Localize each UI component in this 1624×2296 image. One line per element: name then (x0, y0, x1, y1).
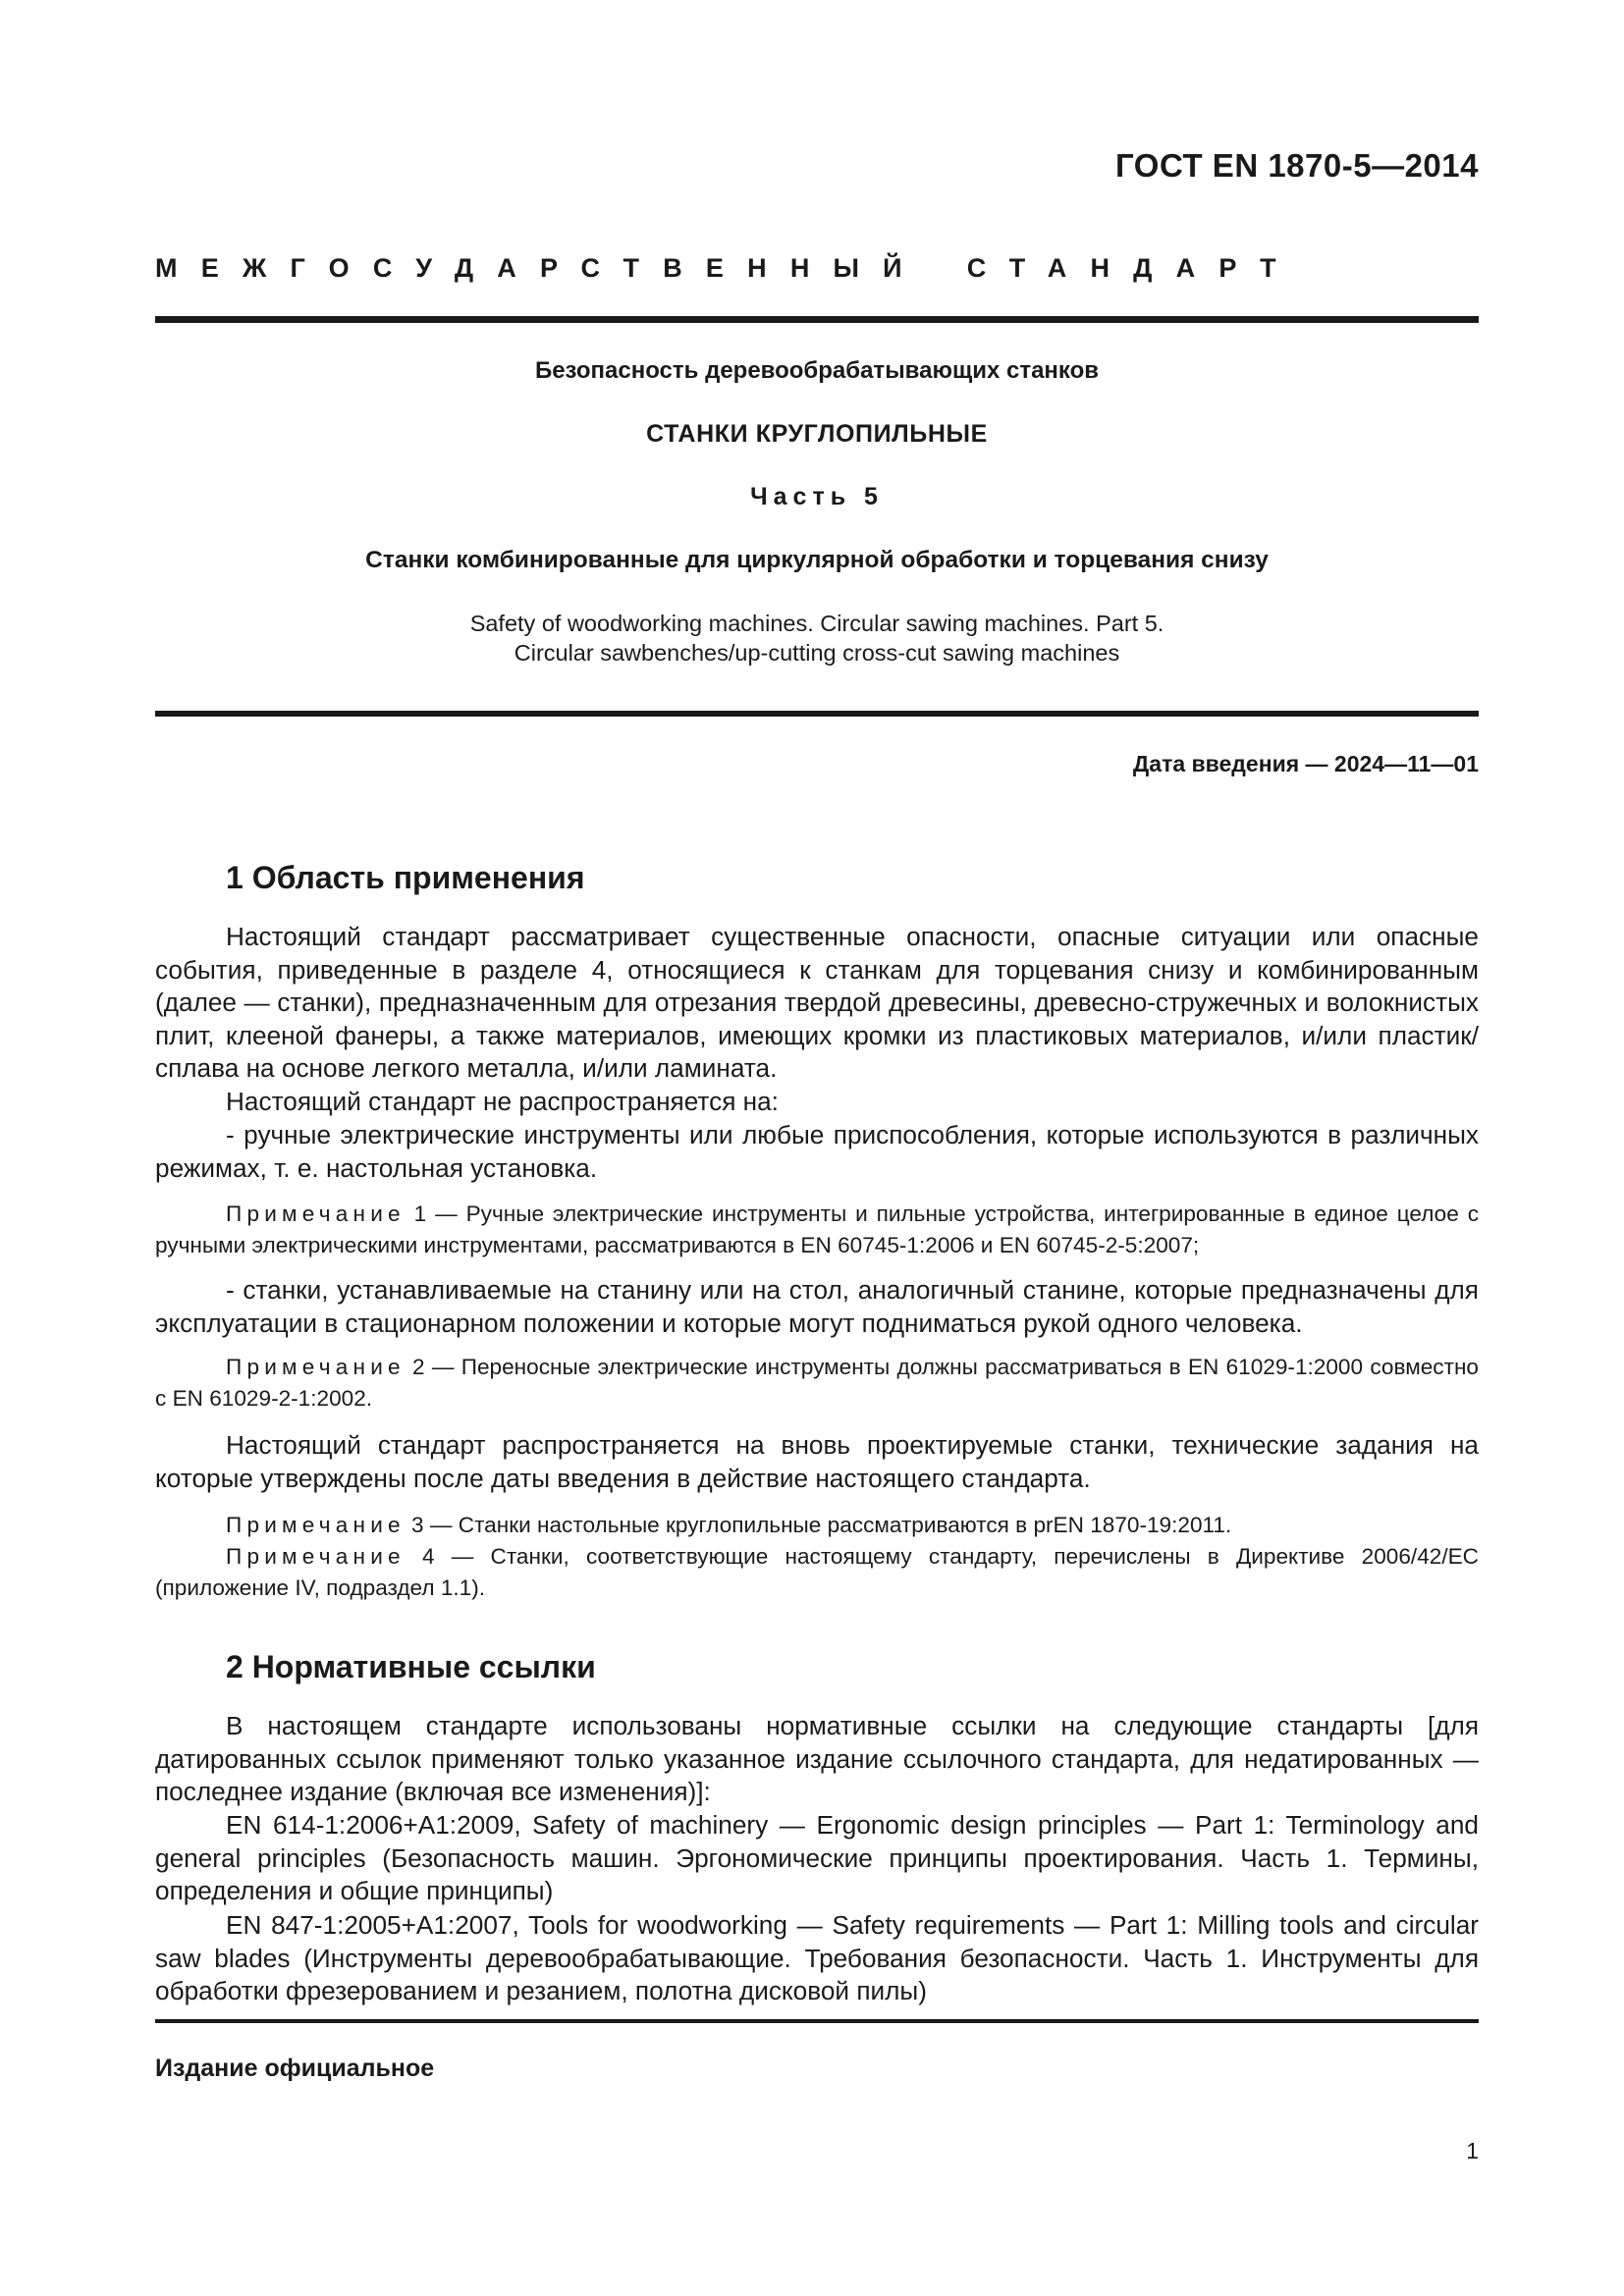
official-edition-label: Издание официальное (155, 2055, 435, 2082)
section-1-heading: 1 Область применения (226, 860, 585, 895)
section-1-list-item-1: - ручные электрические инструменты или любые приспособления, которые используются в различных режимах, т. е. настольная установка. (155, 1120, 1479, 1183)
note-4 (155, 1541, 1479, 1604)
introduction-date: Дата введения — 2024—11—01 (1132, 751, 1479, 776)
section-1-list-item-2: - станки, устанавливаемые на станину или на стол, аналогичный станине, которые предназначены для эксплуатации в стационарном положении и которые могут подниматься рукой одного человека. (155, 1275, 1479, 1338)
note-3-text: 3 — Станки настольные круглопильные рассматриваются в prEN 1870-19:2011. (405, 1513, 1232, 1537)
note-2 (155, 1352, 1479, 1415)
title-line-subtitle: Станки комбинированные для циркулярной обработки и торцевания снизу (365, 547, 1269, 573)
section-2-heading: 2 Нормативные ссылки (226, 1649, 596, 1684)
note-1-label: Примечание (226, 1201, 406, 1226)
section-1-paragraph-2: Настоящий стандарт не распространяется на: (226, 1087, 779, 1116)
footer-rule (155, 2019, 1479, 2023)
interstate-standard-banner (155, 253, 1479, 284)
note-4-text: 4 — Станки, соответствующие настоящему стандарту, перечислены в Директиве 2006/42/ЕС (приложение IV, подраздел 1.1). (155, 1544, 1479, 1600)
title-line-safety: Безопасность деревообрабатывающих станков (534, 357, 1100, 384)
note-3 (155, 1510, 1479, 1541)
banner-word-standard: СТАНДАРТ (966, 253, 1300, 283)
english-title-line-1: Safety of woodworking machines. Circular sawing machines. Part 5. (469, 611, 1164, 636)
note-3-label: Примечание (226, 1513, 406, 1537)
title-line-part: Часть 5 (750, 483, 884, 510)
note-1 (155, 1199, 1479, 1261)
english-title-line-2: Circular sawbenches/up-cutting cross-cut sawing machines (514, 640, 1120, 666)
top-rule (155, 316, 1479, 323)
section-1-paragraph-1: Настоящий стандарт рассматривает существенные опасности, опасные ситуации или опасные события, приведенные в разделе 4, относящиеся к станкам для торцевания снизу и комбинированным (далее — станки), предназначенным для отрезания твердой древесины, древесно-стружечных и волокнистых плит, клееной фанеры, а также материалов, имеющих кромки из пластиковых материалов, и/или пластик/сплава на основе легкого металла, и/или ламината. (155, 922, 1479, 1083)
section-1-paragraph-5: Настоящий стандарт распространяется на вновь проектируемые станки, технические задания на которые утверждены после даты введения в действие настоящего стандарта. (155, 1430, 1479, 1493)
note-4-label: Примечание (226, 1544, 406, 1569)
gost-number: ГОСТ EN 1870-5—2014 (1115, 147, 1479, 184)
reference-en-847-1: EN 847-1:2005+A1:2007, Tools for woodworking — Safety requirements — Part 1: Milling tools and circular saw blades (Инструменты деревообрабатывающие. Требования безопасности. Часть 1. Инструменты для обработки фрезерованием и резанием, полотна дисковой пилы) (155, 1910, 1479, 2005)
section-2-paragraph-1: В настоящем стандарте использованы нормативные ссылки на следующие стандарты [для датированных ссылок применяют только указанное издание ссылочного стандарта, для недатированных — последнее издание (включая все изменения)]: (155, 1711, 1479, 1806)
banner-word-interstate: МЕЖГОСУДАРСТВЕННЫЙ (155, 253, 926, 283)
page-number: 1 (1466, 2138, 1479, 2163)
note-2-text: 2 — Переносные электрические инструменты должны рассматриваться в EN 61029-1:2000 совместно с EN 61029-2-1:2002. (155, 1355, 1479, 1411)
note-2-label: Примечание (226, 1355, 406, 1379)
document-page (155, 0, 1479, 2296)
note-1-text: 1 — Ручные электрические инструменты и пильные устройства, интегрированные в единое целое с ручными электрическими инструментами, рассматриваются в EN 60745-1:2006 и EN 60745-2-5:2007; (155, 1201, 1479, 1257)
reference-en-614-1: EN 614-1:2006+A1:2009, Safety of machinery — Ergonomic design principles — Part 1: Terminology and general principles (Безопасность машин. Эргономические принципы проектирования. Часть 1. Термины, определения и общие принципы) (155, 1810, 1479, 1905)
title-rule (155, 711, 1479, 717)
title-line-machines: СТАНКИ КРУГЛОПИЛЬНЫЕ (646, 420, 988, 448)
